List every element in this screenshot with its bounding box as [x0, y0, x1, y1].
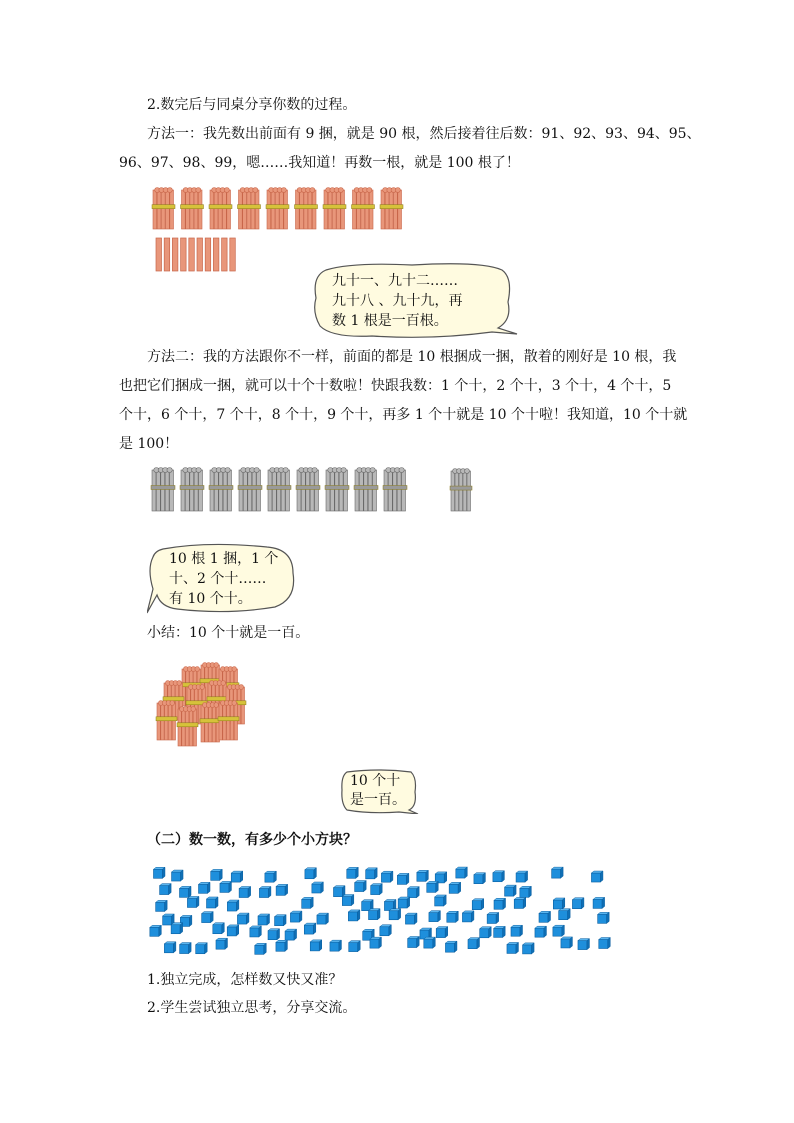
small-cube	[494, 898, 506, 909]
small-cube	[333, 886, 345, 897]
small-cube	[593, 897, 605, 908]
small-cube	[285, 929, 297, 940]
section-2-heading: （二）数一数，有多少个小方块？	[147, 832, 357, 848]
small-cube	[553, 925, 565, 936]
small-cube	[275, 915, 287, 926]
method-2-line-3: 个十，6 个十，7 个十，8 个十，9 个十，再多 1 个十就是 10 个十啦！我知道，10 个十就	[119, 407, 688, 423]
small-cube	[211, 869, 223, 880]
small-cube	[456, 867, 468, 878]
method-1-line-2: 96、97、98、99，嗯……我知道！再数一根，就是 100 根了！	[119, 155, 520, 171]
small-cube	[227, 925, 239, 936]
small-cube	[220, 881, 232, 892]
small-cube	[207, 897, 219, 908]
small-cube	[310, 940, 322, 951]
bubble-1-line-3: 数 1 根是一百根。	[332, 313, 448, 329]
small-cube	[559, 909, 571, 920]
bubble-1-line-2: 九十八 、九十九，再	[332, 293, 463, 309]
small-cube	[199, 882, 211, 893]
small-cube	[258, 914, 270, 925]
small-cube	[231, 871, 243, 882]
small-cube	[474, 873, 486, 884]
question-1: 1.独立完成，怎样数又快又准？	[147, 972, 343, 988]
small-cube	[304, 923, 316, 934]
small-cube	[493, 871, 505, 882]
small-cube	[445, 941, 457, 952]
small-cube	[389, 909, 401, 920]
small-cube	[472, 899, 484, 910]
small-cube	[599, 938, 611, 949]
small-cube	[348, 910, 360, 921]
small-cube	[429, 911, 441, 922]
small-cube	[366, 868, 378, 879]
small-cube	[302, 897, 314, 908]
small-cube	[163, 914, 175, 925]
method-1-line-1: 方法一：我先数出前面有 9 捆，就是 90 根，然后接着往后数：91、92、93、94、95、	[147, 126, 701, 142]
small-cube	[511, 925, 523, 936]
small-cube	[572, 898, 584, 909]
small-cube	[591, 871, 603, 882]
small-cube	[447, 911, 459, 922]
small-cube	[539, 911, 551, 922]
small-cube	[255, 943, 267, 954]
small-cube	[381, 871, 393, 882]
small-cube	[268, 929, 280, 940]
small-cube	[171, 923, 183, 934]
bubble-2-line-3: 有 10 个十。	[169, 591, 252, 607]
small-cube	[552, 867, 564, 878]
small-cube	[369, 909, 381, 920]
small-cube	[561, 937, 573, 948]
small-cube	[435, 895, 447, 906]
small-cube	[276, 884, 288, 895]
small-cube	[507, 942, 518, 953]
small-cube	[380, 925, 392, 936]
summary-text: 小结：10 个十就是一百。	[147, 625, 310, 641]
small-cube	[216, 938, 228, 949]
small-cube	[535, 926, 547, 937]
small-cube	[405, 913, 417, 924]
small-cube	[427, 881, 439, 892]
small-cube	[371, 884, 383, 895]
method-2-line-1: 方法二：我的方法跟你不一样，前面的都是 10 根捆成一捆，散着的刚好是 10 根，我	[147, 349, 677, 365]
small-cube	[237, 913, 249, 924]
bubble-3-line-2: 是一百。	[350, 792, 406, 808]
small-cube	[227, 900, 239, 911]
small-cube	[164, 942, 176, 953]
small-cube	[276, 940, 288, 951]
small-cube	[462, 911, 474, 922]
small-cube	[265, 871, 277, 882]
small-cube	[180, 943, 192, 954]
small-cube	[370, 937, 382, 948]
small-cube	[494, 926, 506, 937]
small-cube	[160, 884, 172, 895]
bubble-3-line-1: 10 个十	[350, 773, 401, 789]
small-cube	[516, 871, 528, 882]
small-cube	[514, 897, 526, 908]
small-cube	[408, 937, 420, 948]
small-cube	[213, 923, 225, 934]
bubble-2-line-1: 10 根 1 捆，1 个	[169, 551, 279, 567]
small-cube	[259, 887, 271, 898]
method-2-line-2: 也把它们捆成一捆，就可以十个十数啦！快跟我数：1 个十，2 个十，3 个十，4 个十，5	[119, 378, 672, 394]
small-cube	[408, 887, 420, 898]
small-cube	[347, 867, 359, 878]
small-cube	[397, 873, 409, 884]
small-cube	[349, 941, 361, 952]
small-cube	[449, 882, 461, 893]
small-cube	[468, 938, 480, 949]
small-cube	[180, 886, 192, 897]
small-cube	[523, 943, 535, 954]
bubble-1-line-1: 九十一、九十二……	[332, 273, 458, 289]
small-cube	[424, 937, 436, 948]
small-cube	[330, 940, 342, 951]
small-cube	[480, 927, 492, 938]
step-2-text: 2.数完后与同桌分享你数的过程。	[147, 97, 357, 113]
small-cube	[520, 886, 532, 897]
small-cube	[578, 939, 590, 950]
small-cube	[290, 911, 302, 922]
small-cube	[150, 925, 162, 936]
small-cube	[436, 927, 448, 938]
small-cube	[355, 881, 367, 892]
small-cube	[187, 896, 199, 907]
small-cube	[317, 913, 329, 924]
small-cube	[598, 912, 610, 923]
small-cube	[202, 912, 214, 923]
small-cube	[153, 867, 165, 878]
method-2-line-4: 是 100！	[119, 436, 179, 452]
small-cube	[156, 900, 168, 911]
small-cube	[250, 926, 262, 937]
small-cube	[239, 887, 251, 898]
small-cube	[196, 943, 208, 954]
small-cube	[505, 885, 517, 896]
question-2: 2.学生尝试独立思考，分享交流。	[147, 1000, 357, 1016]
small-cube	[342, 895, 354, 906]
small-cube	[417, 870, 429, 881]
small-cube	[312, 882, 324, 893]
small-cube	[172, 870, 184, 881]
small-cube	[487, 912, 499, 923]
small-cube	[553, 898, 565, 909]
bubble-2-line-2: 十、2 个十……	[169, 571, 267, 587]
small-cube	[398, 897, 410, 908]
small-cube	[305, 868, 317, 879]
